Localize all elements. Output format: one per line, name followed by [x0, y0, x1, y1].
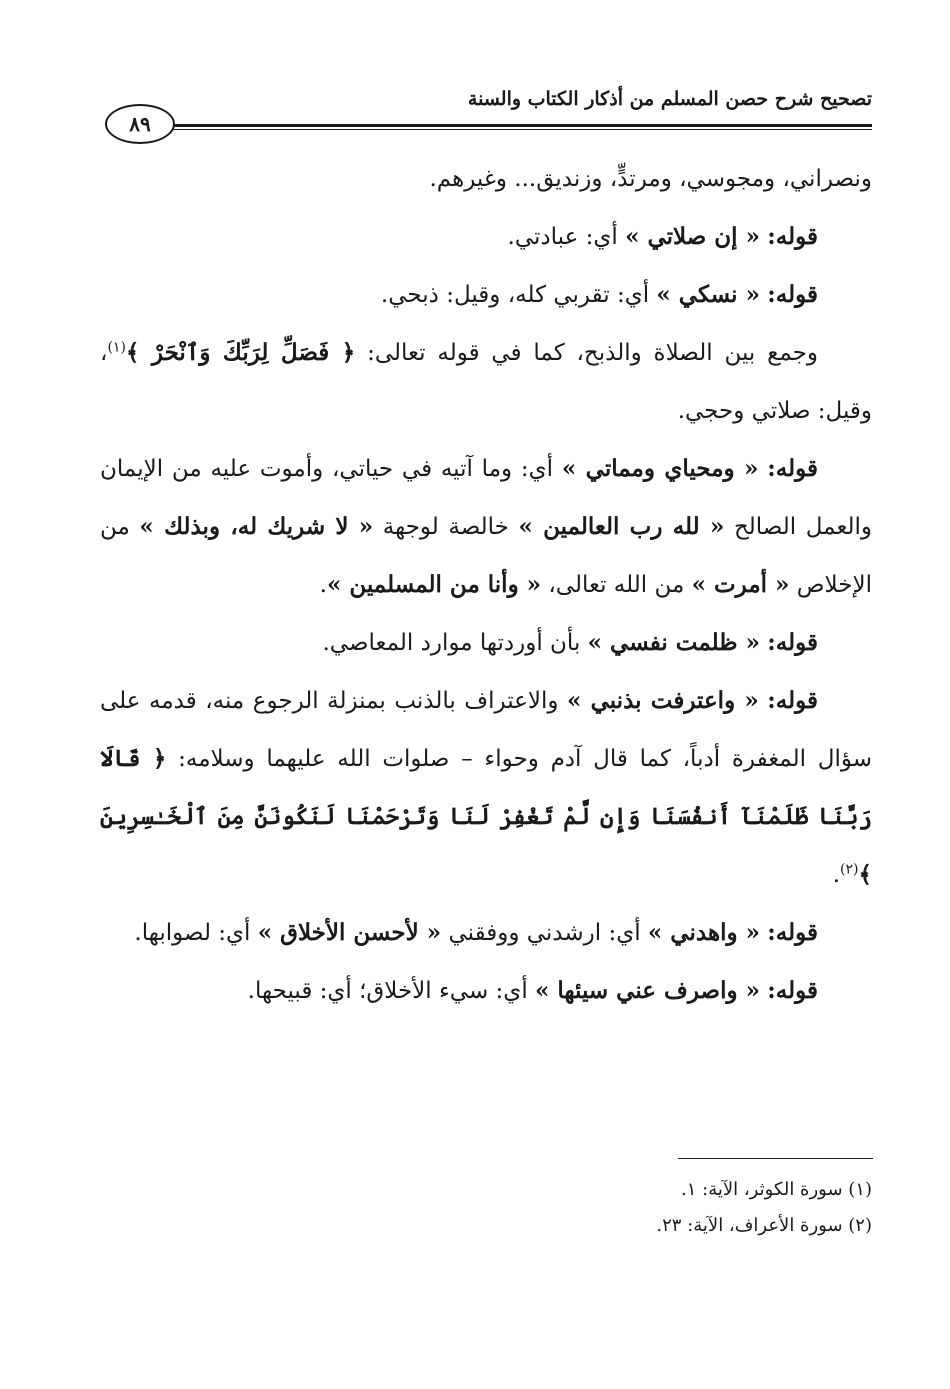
paragraph-9: قوله: « واصرف عني سيئها » أي: سيء الأخلاق؛ أي: قبيحها. — [247, 977, 818, 1004]
paragraph-4: وجمع بين الصلاة والذبح، كما في قوله تعالى: ﴿ فَصَلِّ لِرَبِّكَ وَٱنْحَرْ ﴾$^{(١)}$، وقيل: صلاتي وحجي. — [100, 339, 872, 424]
page-number: ٨٩ — [105, 104, 175, 144]
running-head: تصحيح شرح حصن المسلم من أذكار الكتاب والسنة — [467, 88, 872, 110]
header-rule — [165, 124, 872, 127]
paragraph-2: قوله: « إن صلاتي » أي: عبادتي. — [507, 223, 818, 250]
paragraph-5: قوله: « ومحياي ومماتي » أي: وما آتيه في حياتي، وأموت عليه من الإيمان والعمل الصالح « لله رب العالمين » خالصة لوجهة « لا شريك له، وبذلك » من الإخلاص « أمرت » من الله تعالى، « وأنا من المسلمين ». — [100, 455, 873, 598]
header-rule-thin — [165, 129, 872, 130]
footnote-ref-1: (١) — [107, 339, 126, 356]
footnote-ref-2: (٢) — [840, 861, 859, 878]
quran-verse: ﴿ قَالَا رَبَّنَا ظَلَمْنَآ أَنفُسَنَا وَإِن لَّمْ تَغْفِرْ لَنَا وَتَرْحَمْنَا لَنَكُونَنَّ مِنَ ٱلْخَـٰسِرِينَ ﴾ — [100, 745, 872, 888]
paragraph-6: قوله: « ظلمت نفسي » بأن أوردتها موارد المعاصي. — [322, 629, 818, 656]
paragraph-8: قوله: « واهدني » أي: ارشدني ووفقني « لأحسن الأخلاق » أي: لصوابها. — [134, 919, 818, 946]
main-text — [100, 150, 872, 1020]
footnote-1: (١) سورة الكوثر، الآية: ١. — [681, 1179, 872, 1200]
paragraph-3: قوله: « نسكي » أي: تقربي كله، وقيل: ذبحي. — [380, 281, 818, 308]
footnote-2: (٢) سورة الأعراف، الآية: ٢٣. — [656, 1215, 872, 1236]
paragraph-7: قوله: « واعترفت بذنبي » والاعتراف بالذنب بمنزلة الرجوع منه، قدمه على سؤال المغفرة أدباً، كما قال آدم وحواء – صلوات الله عليهما وسلامه: ﴿ قَالَا رَبَّنَا ظَلَمْنَآ أَنفُسَنَا وَإِن لَّمْ تَغْفِرْ لَنَا وَتَرْحَمْنَا لَنَكُونَنَّ مِنَ ٱلْخَـٰسِرِينَ ﴾$^{(٢)}$. — [100, 687, 872, 888]
paragraph-1: ونصراني، ومجوسي، ومرتدٍّ، وزنديق... وغيرهم. — [429, 166, 872, 192]
footnote-separator — [678, 1158, 873, 1159]
footnotes — [100, 1172, 872, 1244]
quran-verse: ﴿ فَصَلِّ لِرَبِّكَ وَٱنْحَرْ ﴾ — [125, 339, 356, 366]
